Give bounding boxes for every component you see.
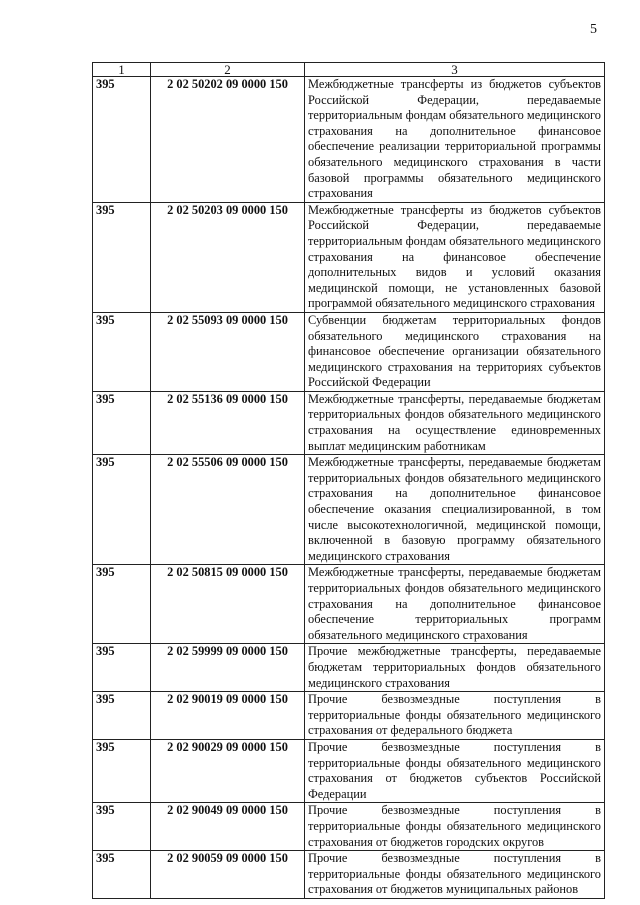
table-row [93,391,605,454]
table-row [93,644,605,692]
admin-code-cell: 395 [93,739,151,802]
revenue-code-cell: 2 02 50203 09 0000 150 [151,202,305,312]
table-row [93,455,605,565]
table-row [93,803,605,851]
admin-code-cell: 395 [93,644,151,692]
table-row [93,202,605,312]
table-row [93,692,605,740]
description-cell: Субвенции бюджетам территориальных фондов обязательного медицинского страхования на финансовое обеспечение организации обязательного медицинского страхования на территориях субъектов Российской Федерации [305,312,605,391]
revenue-code-cell: 2 02 55136 09 0000 150 [151,391,305,454]
admin-code-cell: 395 [93,391,151,454]
table-header-row [93,63,605,77]
revenue-code-cell: 2 02 50202 09 0000 150 [151,77,305,203]
revenue-code-cell: 2 02 55506 09 0000 150 [151,455,305,565]
revenue-code-cell: 2 02 90059 09 0000 150 [151,851,305,899]
revenue-code-cell: 2 02 90049 09 0000 150 [151,803,305,851]
revenue-codes-table [92,62,605,899]
column-header-3: 3 [305,63,605,77]
revenue-code-cell: 2 02 90029 09 0000 150 [151,739,305,802]
admin-code-cell: 395 [93,692,151,740]
page-number: 5 [590,22,597,37]
column-header-2: 2 [151,63,305,77]
table-row [93,77,605,203]
revenue-code-cell: 2 02 90019 09 0000 150 [151,692,305,740]
admin-code-cell: 395 [93,202,151,312]
table-row [93,851,605,899]
table-row [93,312,605,391]
description-cell: Прочие безвозмездные поступления в территориальные фонды обязательного медицинского страхования от бюджетов муниципальных районов [305,851,605,899]
description-cell: Межбюджетные трансферты из бюджетов субъектов Российской Федерации, передаваемые территориальным фондам обязательного медицинского страхования на финансовое обеспечение дополнительных видов и условий оказания медицинской помощи, не установленных базовой программой обязательного медицинского страхования [305,202,605,312]
description-cell: Прочие безвозмездные поступления в территориальные фонды обязательного медицинского страхования от федерального бюджета [305,692,605,740]
admin-code-cell: 395 [93,803,151,851]
description-cell: Межбюджетные трансферты, передаваемые бюджетам территориальных фондов обязательного медицинского страхования на дополнительное финансовое обеспечение оказания специализированной, в том числе высокотехнологичной, медицинской помощи, включенной в базовую программу обязательного медицинского страхования [305,455,605,565]
admin-code-cell: 395 [93,455,151,565]
admin-code-cell: 395 [93,312,151,391]
description-cell: Межбюджетные трансферты, передаваемые бюджетам территориальных фондов обязательного медицинского страхования на дополнительное финансовое обеспечение территориальных программ обязательного медицинского страхования [305,565,605,644]
description-cell: Прочие безвозмездные поступления в территориальные фонды обязательного медицинского страхования от бюджетов субъектов Российской Федерации [305,739,605,802]
description-cell: Прочие безвозмездные поступления в территориальные фонды обязательного медицинского страхования от бюджетов городских округов [305,803,605,851]
description-cell: Межбюджетные трансферты из бюджетов субъектов Российской Федерации, передаваемые территориальным фондам обязательного медицинского страхования на дополнительное финансовое обеспечение реализации территориальной программы обязательного медицинского страхования в части базовой программы обязательного медицинского страхования [305,77,605,203]
admin-code-cell: 395 [93,565,151,644]
admin-code-cell: 395 [93,77,151,203]
revenue-code-cell: 2 02 50815 09 0000 150 [151,565,305,644]
revenue-code-cell: 2 02 55093 09 0000 150 [151,312,305,391]
table-row [93,565,605,644]
column-header-1: 1 [93,63,151,77]
revenue-code-cell: 2 02 59999 09 0000 150 [151,644,305,692]
description-cell: Прочие межбюджетные трансферты, передаваемые бюджетам территориальных фондов обязательного медицинского страхования [305,644,605,692]
table-row [93,739,605,802]
admin-code-cell: 395 [93,851,151,899]
description-cell: Межбюджетные трансферты, передаваемые бюджетам территориальных фондов обязательного медицинского страхования на осуществление единовременных выплат медицинским работникам [305,391,605,454]
